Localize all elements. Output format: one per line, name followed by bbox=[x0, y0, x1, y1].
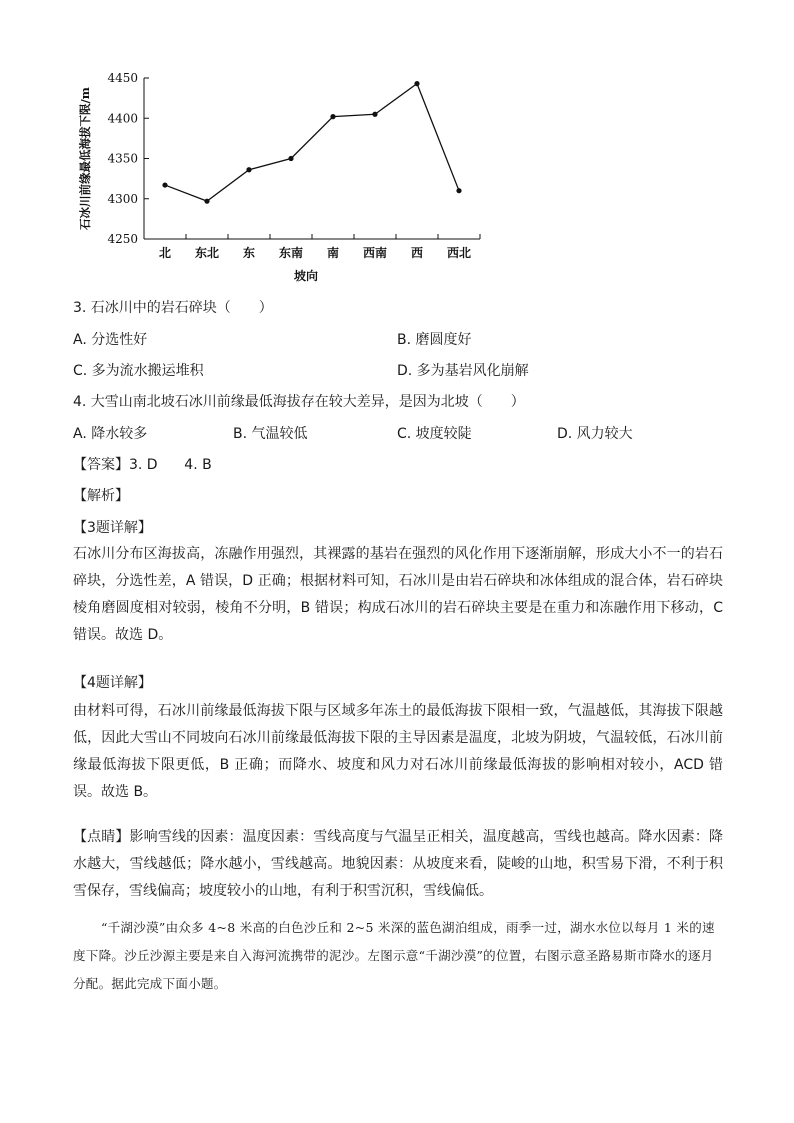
detail3-text: 石冰川分布区海拔高，冻融作用强烈，其裸露的基岩在强烈的风化作用下逐渐崩解，形成大小不一的岩石碎块，分选性差，A 错误，D 正确；根据材料可知，石冰川是由岩石碎块和冰体组成的混合体，岩石碎块棱角磨圆度相对较弱，棱角不分明，B 错误；构成石冰川的岩石碎块主要是在重力和冻融作用下移动，C 错误。故选 D。 bbox=[73, 546, 723, 643]
data-point bbox=[330, 114, 335, 119]
detail4-tag: 【4题详解】 bbox=[73, 675, 152, 691]
chart-svg bbox=[70, 60, 490, 290]
q3-option-d: D. 多为基岩风化崩解 bbox=[397, 363, 529, 379]
q4-stem: 4. 大雪山南北坡石冰川前缘最低海拔存在较大差异，是因为北坡（ ） bbox=[73, 394, 525, 410]
y-tick-label: 4350 bbox=[107, 151, 138, 166]
tip-paragraph bbox=[73, 824, 723, 905]
y-tick-label: 4450 bbox=[107, 71, 138, 85]
chart-series bbox=[162, 81, 461, 204]
x-tick-label: 南 bbox=[326, 246, 340, 260]
detail4-text: 由材料可得，石冰川前缘最低海拔下限与区域多年冻土的最低海拔下限相一致，气温越低，其海拔下限越低，因此大雪山不同坡向石冰川前缘最低海拔下限的主导因素是温度，北坡为阴坡，气温较低，石冰川前缘最低海拔下限更低，B 正确；而降水、坡度和风力对石冰川前缘最低海拔的影响相对较小，ACD 错误。故选 B。 bbox=[73, 703, 723, 800]
y-tick-label: 4400 bbox=[107, 111, 138, 126]
detail3-tag: 【3题详解】 bbox=[73, 520, 152, 536]
x-tick-label: 西北 bbox=[446, 246, 472, 260]
q4-option-a: A. 降水较多 bbox=[73, 426, 148, 442]
x-axis-label: 坡向 bbox=[293, 269, 319, 283]
x-tick-label: 北 bbox=[158, 246, 172, 260]
q4-option-d: D. 风力较大 bbox=[557, 426, 633, 442]
series-line bbox=[165, 84, 459, 202]
answer-line bbox=[73, 454, 212, 474]
data-point bbox=[162, 182, 167, 187]
data-point bbox=[288, 156, 293, 161]
q3-option-b: B. 磨圆度好 bbox=[397, 332, 472, 348]
answer-tag: 【答案】 bbox=[73, 457, 129, 473]
analysis-tag: 【解析】 bbox=[73, 488, 129, 504]
x-tick-label: 东北 bbox=[194, 246, 220, 260]
tip-text: 影响雪线的因素：温度因素：雪线高度与气温呈正相关，温度越高，雪线也越高。降水因素：降水越大，雪线越低；降水越小，雪线越高。地貌因素：从坡度来看，陡峻的山地，积雪易下滑，不利于积雪保存，雪线偏高；坡度较小的山地，有利于积雪沉积，雪线偏低。 bbox=[73, 829, 724, 899]
data-point bbox=[246, 167, 251, 172]
answer-text: 3. D 4. B bbox=[129, 457, 212, 473]
x-tick-label: 西 bbox=[410, 246, 424, 260]
chart-axes bbox=[144, 78, 480, 239]
data-point bbox=[456, 188, 461, 193]
slope-elevation-line-chart bbox=[70, 60, 490, 290]
next-passage: “千湖沙漠”由众多 4~8 米高的白色沙丘和 2~5 米深的蓝色湖泊组成，雨季一过，湖水水位以每月 1 米的速度下降。沙丘沙源主要是来自入海河流携带的泥沙。左图示意“千湖沙漠”的位置，右图示意圣路易斯市降水的逐月分配。据此完成下面小题。 bbox=[73, 920, 715, 991]
q4-option-b: B. 气温较低 bbox=[233, 426, 308, 442]
x-tick-label: 西南 bbox=[362, 246, 388, 260]
y-axis-label-group bbox=[78, 87, 92, 230]
data-point bbox=[414, 81, 419, 86]
tip-tag: 【点睛】 bbox=[73, 829, 130, 845]
q3-stem: 3. 石冰川中的岩石碎块（ ） bbox=[73, 300, 273, 316]
data-point bbox=[204, 199, 209, 204]
q4-option-c: C. 坡度较陡 bbox=[397, 426, 472, 442]
q3-option-a: A. 分选性好 bbox=[73, 332, 148, 348]
q3-option-c: C. 多为流水搬运堆积 bbox=[73, 363, 204, 379]
y-tick-label: 4250 bbox=[107, 232, 138, 246]
data-point bbox=[372, 112, 377, 117]
y-axis-label: 石冰川前缘最低海拔下限/m bbox=[78, 87, 92, 230]
x-tick-label: 东南 bbox=[278, 246, 304, 260]
y-tick-label: 4300 bbox=[107, 191, 138, 206]
x-tick-label: 东 bbox=[242, 246, 256, 260]
